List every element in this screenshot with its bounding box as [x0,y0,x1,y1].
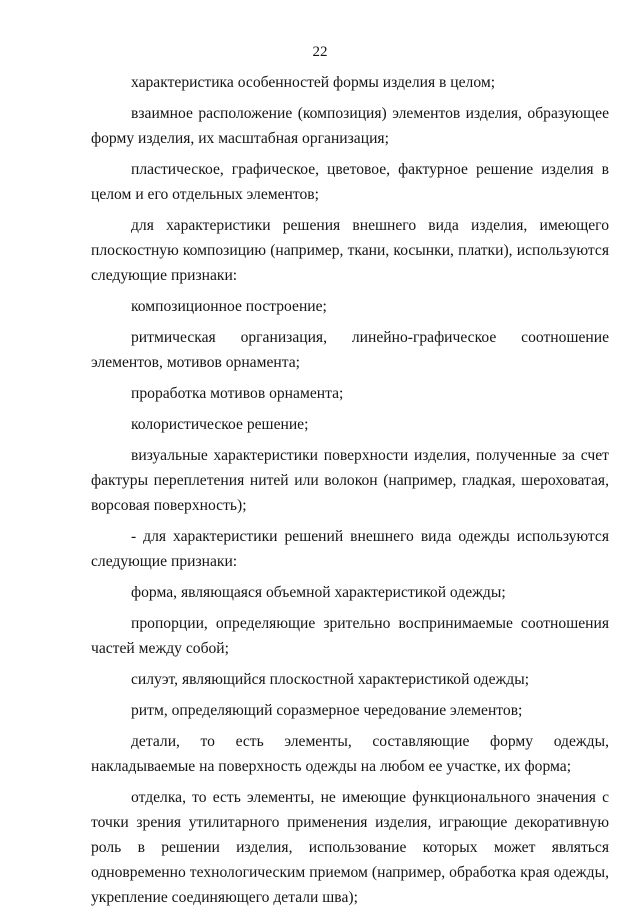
paragraph: форма, являющаяся объемной характеристикой одежды; [131,584,506,601]
paragraph: - для характеристики решений внешнего вида одежды используются следующие признаки: [91,528,609,570]
paragraph: проработка мотивов орнамента; [131,385,344,402]
paragraph: силуэт, являющийся плоскостной характеристикой одежды; [131,671,530,688]
paragraph: ритм, определяющий соразмерное чередование элементов; [131,702,523,719]
page-number: 22 [312,44,328,60]
paragraph: для характеристики решения внешнего вида изделия, имеющего плоскостную композицию (например, ткани, косынки, платки), используются следующие признаки: [91,217,609,284]
paragraph: детали, то есть элементы, составляющие форму одежды, накладываемые на поверхность одежды на любом ее участке, их форма; [91,733,609,775]
paragraph: композиционное построение; [131,298,327,315]
paragraph: колористическое решение; [131,416,309,433]
paragraph: пластическое, графическое, цветовое, фактурное решение изделия в целом и его отдельных элементов; [91,161,609,203]
paragraph: визуальные характеристики поверхности изделия, полученные за счет фактуры переплетения нитей или волокон (например, гладкая, шероховатая, ворсовая поверхность); [91,447,609,514]
paragraph: взаимное расположение (композиция) элементов изделия, образующее форму изделия, их масштабная организация; [91,105,609,147]
paragraph: отделка, то есть элементы, не имеющие функционального значения с точки зрения утилитарного применения изделия, играющие декоративную роль в решении изделия, использование которых может являться одновременно технологическим приемом (например, обработка края одежды, укрепление соединяющего детали шва); [91,789,609,906]
paragraph: ритмическая организация, линейно-графическое соотношение элементов, мотивов орнамента; [91,329,609,371]
paragraph: пропорции, определяющие зрительно воспринимаемые соотношения частей между собой; [91,615,609,657]
body-text [91,70,609,916]
paragraph: характеристика особенностей формы изделия в целом; [131,74,496,91]
